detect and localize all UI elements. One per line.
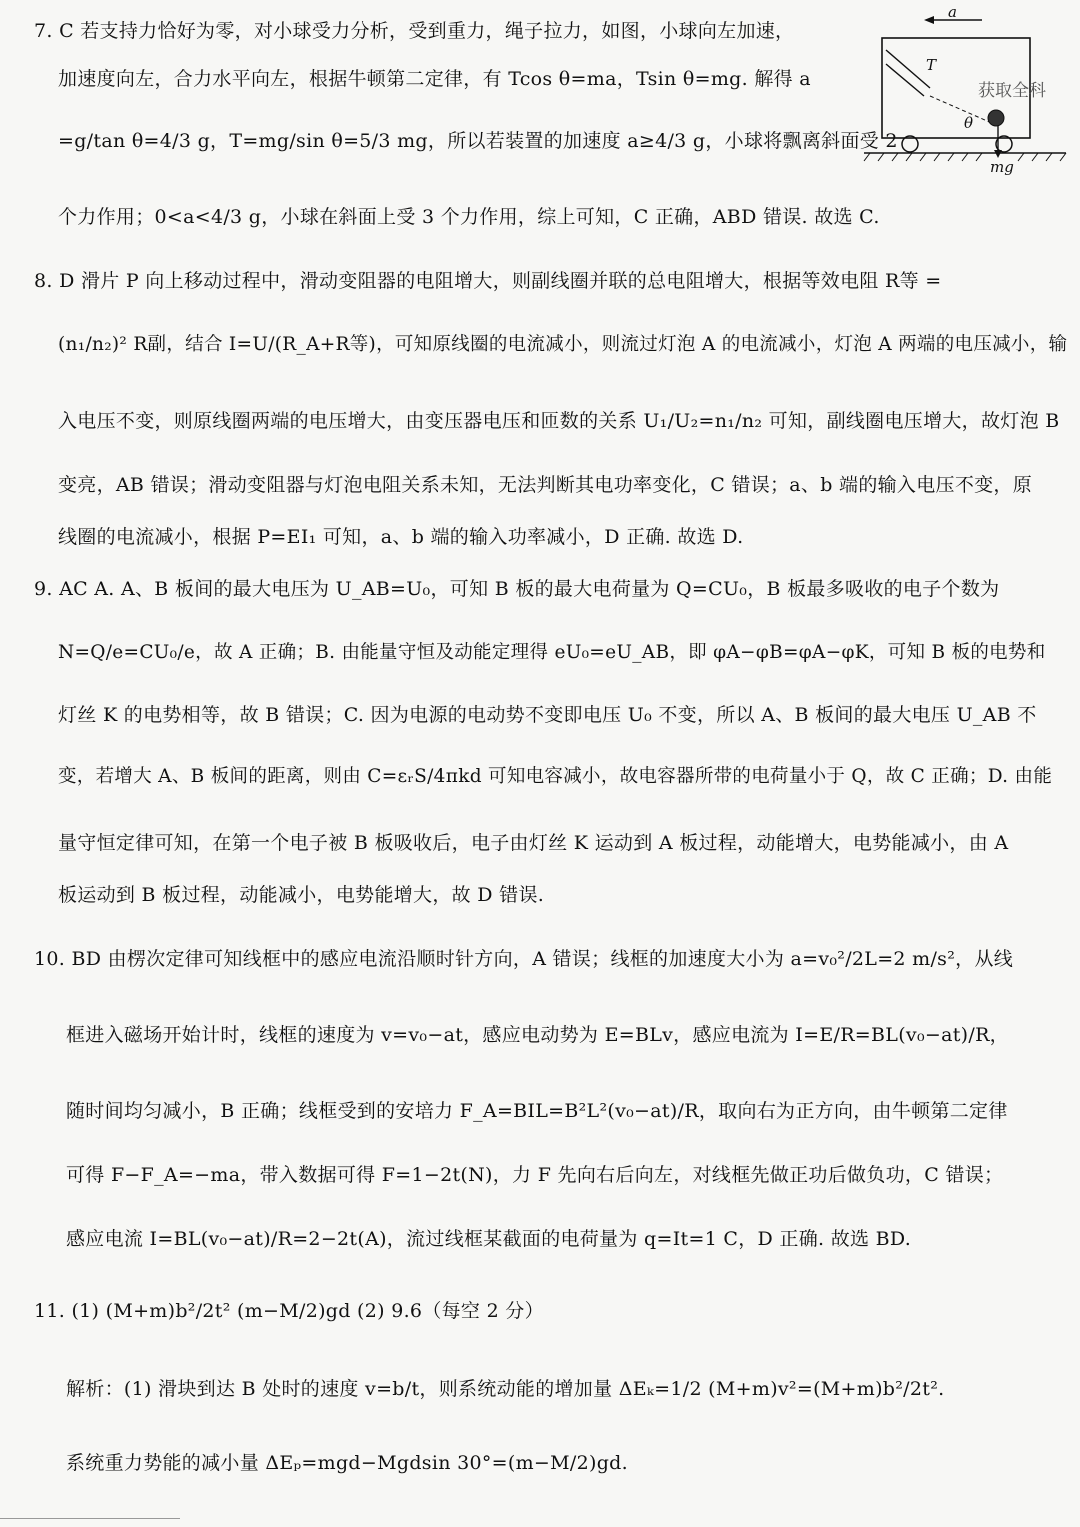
ground-hatching xyxy=(864,153,1066,161)
q8-line-3: 入电压不变，则原线圈两端的电压增大，由变压器电压和匝数的关系 U₁/U₂=n₁/n₂ 可知，副线圈电压增大，故灯泡 B xyxy=(58,410,1060,432)
q9-line-2: N=Q/e=CU₀/e，故 A 正确；B. 由能量守恒及动能定理得 eU₀=eU_AB，即 φA−φB=φA−φK，可知 B 板的电势和 xyxy=(58,642,1046,663)
q9-line-4: 变，若增大 A、B 板间的距离，则由 C=εᵣS/4πkd 可知电容减小，故电容器所带的电荷量小于 Q，故 C 正确；D. 由能 xyxy=(58,766,1053,787)
tension-line-2 xyxy=(886,64,924,96)
q11-line-1: 11. (1) (M+m)b²/2t² (m−M/2)gd (2) 9.6（每空 2 分） xyxy=(34,1300,544,1322)
q8-line-5: 线圈的电流减小，根据 P=EI₁ 可知，a、b 端的输入功率减小，D 正确. 故选 D. xyxy=(58,526,744,548)
q9-line-3: 灯丝 K 的电势相等，故 B 错误；C. 因为电源的电动势不变即电压 U₀ 不变，所以 A、B 板间的最大电压 U_AB 不 xyxy=(58,704,1037,726)
q7-line-3: =g/tan θ=4/3 g，T=mg/sin θ=5/3 mg，所以若装置的加速度 a≥4/3 g，小球将飘离斜面受 2 xyxy=(58,130,898,152)
q11-line-3: 系统重力势能的减小量 ΔEₚ=mgd−Mgdsin 30°=(m−M/2)gd. xyxy=(66,1452,628,1474)
q9-line-1: 9. AC A. A、B 板间的最大电压为 U_AB=U₀，可知 B 板的最大电荷量为 Q=CU₀，B 板最多吸收的电子个数为 xyxy=(34,578,1000,600)
tension-label: T xyxy=(926,56,937,74)
q7-line-4: 个力作用；0<a<4/3 g，小球在斜面上受 3 个力作用，综上可知，C 正确，ABD 错误. 故选 C. xyxy=(58,206,880,228)
q7-force-diagram xyxy=(860,8,1070,176)
footer-rule xyxy=(0,1518,180,1519)
gravity-label: mg xyxy=(990,158,1014,176)
q10-line-2: 框进入磁场开始计时，线框的速度为 v=v₀−at，感应电动势为 E=BLv，感应电流为 I=E/R=BL(v₀−at)/R， xyxy=(66,1024,1009,1046)
q10-line-1: 10. BD 由楞次定律可知线框中的感应电流沿顺时针方向，A 错误；线框的加速度大小为 a=v₀²/2L=2 m/s²，从线 xyxy=(34,948,1014,970)
q10-line-4: 可得 F−F_A=−ma，带入数据可得 F=1−2t(N)，力 F 先向右后向左，对线框先做正功后做负功，C 错误； xyxy=(66,1164,1004,1186)
q10-line-5: 感应电流 I=BL(v₀−at)/R=2−2t(A)，流过线框某截面的电荷量为 q=It=1 C，D 正确. 故选 BD. xyxy=(66,1228,912,1250)
ball xyxy=(988,110,1004,126)
q9-line-5: 量守恒定律可知，在第一个电子被 B 板吸收后，电子由灯丝 K 运动到 A 板过程，动能增大，电势能减小，由 A xyxy=(58,832,1009,854)
watermark-text: 获取全科 xyxy=(978,81,1046,101)
q11-line-2: 解析：(1) 滑块到达 B 处时的速度 v=b/t，则系统动能的增加量 ΔEₖ=1/2 (M+m)v²=(M+m)b²/2t². xyxy=(66,1378,945,1400)
q8-line-1: 8. D 滑片 P 向上移动过程中，滑动变阻器的电阻增大，则副线圈并联的总电阻增大，根据等效电阻 R等 = xyxy=(34,270,942,292)
angle-label: θ xyxy=(964,114,974,132)
q9-line-6: 板运动到 B 板过程，动能减小，电势能增大，故 D 错误. xyxy=(58,884,545,906)
q10-line-3: 随时间均匀减小，B 正确；线框受到的安培力 F_A=BIL=B²L²(v₀−at)/R，取向右为正方向，由牛顿第二定律 xyxy=(66,1100,1008,1122)
acceleration-arrowhead xyxy=(924,16,934,24)
q7-line-2: 加速度向左，合力水平向左，根据牛顿第二定律，有 Tcos θ=ma，Tsin θ=mg. 解得 a xyxy=(58,68,811,90)
q8-line-4: 变亮，AB 错误；滑动变阻器与灯泡电阻关系未知，无法判断其电功率变化，C 错误；a、b 端的输入电压不变，原 xyxy=(58,474,1033,496)
acceleration-label: a xyxy=(948,8,957,21)
q7-line-1: 7. C 若支持力恰好为零，对小球受力分析，受到重力，绳子拉力，如图，小球向左加速， xyxy=(34,20,795,42)
q8-line-2: (n₁/n₂)² R副，结合 I=U/(R_A+R等)，可知原线圈的电流减小，则流过灯泡 A 的电流减小，灯泡 A 两端的电压减小，输 xyxy=(58,334,1068,355)
